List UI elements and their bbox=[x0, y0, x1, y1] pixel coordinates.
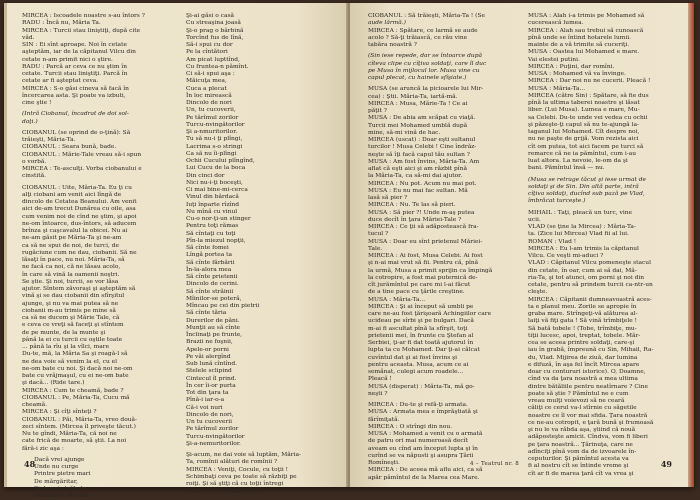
text-line: Nu te gîndi, Măria-Ta, că noi ne bbox=[22, 431, 117, 437]
text-line: tiţii lucesc, apoi, treptat, tobele. Măr- bbox=[528, 332, 641, 339]
text-line: MIRCEA : Căpitanii dumneavoastră aces- bbox=[528, 296, 652, 303]
text-line: MUSA : Armata mea e împrăştiată şi bbox=[368, 409, 478, 416]
text-line: ajunge, şi nu va mai putea să ne bbox=[22, 300, 119, 307]
text-line: Pînă-i iar-o-a bbox=[186, 397, 225, 404]
text-line: pe Musa în mijlocul lor. Musa vine cu bbox=[368, 67, 480, 74]
text-line: Mîinilor-se poteră, bbox=[186, 295, 242, 302]
text-line: tabăra noastră ? bbox=[368, 42, 417, 48]
text-line: Mîncau pe cei din pietrii bbox=[186, 303, 260, 309]
text-line: Du-te, mă, la Măria Sa şi roagă-l să bbox=[22, 351, 128, 358]
text-line: Vinul din bărdacă bbox=[186, 194, 239, 201]
text-line: Să cînte străinii bbox=[186, 288, 234, 295]
text-line: MUSA : Eu nu mai fac sultan. Mă bbox=[368, 187, 468, 194]
text-line: Un, tu cucoverii, bbox=[186, 107, 236, 114]
text-line: ROMAN : Vlad ! bbox=[528, 238, 577, 245]
text-line: ucii. bbox=[528, 216, 541, 223]
text-line: ceputurilor. Şi pămîntul acesta va bbox=[528, 456, 629, 462]
text-line: MIRCEA : Te-asculţi. Vorba ciobanului e bbox=[22, 166, 142, 172]
text-line: încercarea asta. Şi poate va izbuti, bbox=[22, 92, 126, 99]
text-line: capul plecat, cu hainele sfîşiate.) bbox=[368, 75, 467, 81]
text-line: Tot din ţara ta bbox=[186, 390, 229, 396]
text-line: MUSA : De abia am scăpat cu viaţă. bbox=[368, 115, 476, 122]
text-line: Măicuţa mea, bbox=[186, 78, 227, 85]
text-line: cine ştie ! bbox=[22, 100, 52, 106]
text-line: ne facă ca noi, că ne lăsau acolo, bbox=[22, 264, 121, 271]
text-line: din cetate, în oar, cum ai să dai, Mă- bbox=[528, 267, 637, 274]
text-line: de pe munte, de la munte şi bbox=[22, 329, 106, 336]
text-line: Să cînte fărbării bbox=[186, 259, 235, 266]
text-line: tucul ? bbox=[368, 231, 389, 238]
text-line: sa Celebi. Du-te unde vei vedea cu ochii bbox=[528, 114, 648, 121]
text-line: Turcu-nvingătorilor bbox=[186, 433, 245, 440]
text-line: cît om putea, tot aici facem pe turci să bbox=[528, 143, 644, 150]
text-line: În loc mirească bbox=[186, 92, 232, 99]
text-line: bani. Pămîntul însă — nu. bbox=[528, 165, 605, 172]
text-line: Serbiei, ţi-ar fi dat toată ajutorul în bbox=[368, 340, 474, 346]
text-line: Ca să nu îi-plîngi bbox=[186, 150, 237, 157]
text-line: Ci mai bine-mi-cerca bbox=[186, 187, 248, 193]
text-line: ria-Ta, şi tot atunci, om porni şi noi din bbox=[528, 274, 645, 281]
text-line: lasă să pier ? bbox=[368, 195, 408, 201]
text-line: MUSA (se aruncă la picioarele lui Mir- bbox=[368, 86, 484, 93]
text-line: laiţi vă fiţi gata ! Să vină trîmbiţele ! bbox=[528, 318, 638, 325]
text-line: Dincolo de cerini. bbox=[186, 281, 239, 288]
text-line: cîţiva soldaţi, ducînd sub pază pe Vlad, bbox=[528, 191, 645, 197]
text-line: MUSA : Măria-Ta... bbox=[528, 85, 586, 92]
text-line: MIRCEA : Iscoadele noastre s-au întors ? bbox=[22, 13, 145, 19]
text-line: MIRCEA : Dar noi nu ne cucerii. Pleacă ! bbox=[528, 78, 651, 85]
text-line: ciobanii m-au trimis pe mine să bbox=[22, 307, 116, 314]
text-line: ta e planul meu. Zorile se apropie în bbox=[528, 303, 637, 310]
text-line: Să bată tobele ! (Tobe, trîmbiţe, mu- bbox=[528, 325, 637, 332]
text-line: cît ar fi de marea ţară cît va vrea şi bbox=[528, 470, 634, 477]
text-line: MIRCEA : O strîngi din nou. bbox=[368, 423, 453, 430]
text-line: MIRCEA (către Sin) : Spătare, să fie dus bbox=[528, 92, 649, 99]
text-line: De mărgăritar, bbox=[34, 478, 78, 485]
book-spread bbox=[4, 3, 694, 499]
text-line: Că-i voi nuri bbox=[186, 404, 223, 411]
text-line: MIRCEA : Nu. Te las să pieri. bbox=[368, 202, 456, 209]
text-line: cleşte. bbox=[528, 289, 548, 296]
text-line: Stelele sclipind bbox=[186, 368, 232, 375]
text-line: Vilcu. Ce veşti mi-aduci ? bbox=[528, 253, 604, 259]
text-line: CIOBANUL : Mărie-Tale vreau să-i spun bbox=[22, 151, 142, 158]
text-line: poate să ştie ? Pămîntul ne e cum bbox=[528, 390, 629, 397]
text-line: cinstită. bbox=[22, 173, 47, 180]
text-line: în care să vină la oamenii noştri. bbox=[22, 271, 120, 278]
text-line: cînd va da ţara noastră a mea ultima bbox=[528, 376, 638, 383]
text-line: Cu-o nor-ţi-un stinger bbox=[186, 216, 251, 222]
text-line: MUSA : Mohamed a venit cu o armată bbox=[368, 431, 483, 437]
text-line: şi dacă... (Ride tare.) bbox=[22, 380, 85, 387]
text-line: Pe tărîmul zorilor bbox=[186, 114, 239, 121]
text-line: alţi ciobani am venit aici lîngă de bbox=[22, 191, 122, 198]
text-line: MUSA : Oastea lui Mohamed e mare. bbox=[528, 49, 640, 56]
text-line: roiţi. Şi să ştiţi că cu toţii întregi bbox=[186, 481, 284, 487]
text-line: ucideau pe sîrbi şi pe bulgari. Dacă bbox=[368, 318, 474, 325]
text-line: ta. (Zice lui Mircea) Vlad fii al lui. bbox=[528, 231, 629, 238]
text-line: fărîmiţată. bbox=[368, 416, 400, 423]
text-line: Sub lună cîntînd. bbox=[186, 361, 237, 367]
text-line: (Musa se retrage tăcut şi iese urmat de bbox=[528, 176, 646, 183]
text-line: dintre bătăliile pentru neatîrnare ? Cine bbox=[528, 383, 648, 390]
left-page-column-2 bbox=[186, 13, 336, 495]
text-line: Dincolo de nori bbox=[186, 100, 232, 106]
text-line: Ochii Cucului plîngînd, bbox=[186, 158, 255, 164]
text-line: MUSA : Mohamed vă va învinge. bbox=[528, 71, 626, 77]
page-edge bbox=[4, 3, 7, 487]
page-footer: 4 – Teatrul nr. 8 bbox=[470, 461, 520, 467]
text-line: Torcînd fus de lînă, bbox=[186, 34, 244, 41]
text-line: duce decît în ţara Măriei-Tale ? bbox=[368, 216, 462, 223]
text-line: Cintecul îl prind. bbox=[186, 375, 237, 382]
text-line: Şi-acum, ne dai voie să luptăm, Măria- bbox=[186, 452, 301, 458]
text-line: lăsaţi în pace, nu noi. Măria-Ta, să bbox=[22, 257, 125, 263]
text-line: Să cînte tăria bbox=[186, 310, 227, 317]
text-line: Printre pietre mari bbox=[34, 471, 91, 478]
text-line: turcilor ! Musa Celebi ! Cine îndrăz- bbox=[368, 144, 477, 151]
text-line: cît jurămîntul pe care mi l-ai făcut bbox=[368, 282, 471, 288]
text-line: adînciţi pînă vom da de izvoarele în- bbox=[528, 448, 637, 455]
text-line: văd. bbox=[22, 34, 35, 41]
text-line: Munţii au să cînte bbox=[186, 324, 241, 331]
text-line: lupta ta cu Mohamed. Dar ţi-ai călcat bbox=[368, 347, 480, 354]
text-line: MIRCEA : Puţini, dar romîni. bbox=[528, 63, 615, 70]
text-line: Şi-o prag o bărbină bbox=[186, 27, 244, 34]
text-line: MIRCEA : Eu l-am trimis la căpitanul bbox=[528, 245, 639, 252]
text-line: RADU : Încă nu, Măria Ta. bbox=[22, 20, 101, 27]
text-line: MIRCEA : Ai fost, Musa Celebi. Ai fost bbox=[368, 253, 483, 259]
text-line: du, Vlad. Mijirea de ziuă, dar lumina bbox=[528, 354, 638, 361]
text-line: MUSA : Măria-Ta... bbox=[368, 296, 426, 303]
text-line: cetate n-am primit nici o ştire. bbox=[22, 56, 113, 63]
text-line: MIRCEA : Şi ai început să umbli pe bbox=[368, 303, 474, 310]
text-line: (Intră Ciobanul, încadrat de doi sol- bbox=[22, 111, 129, 118]
binding-edge bbox=[688, 3, 694, 487]
text-line: Cu fruntea-n pămînt. bbox=[186, 63, 249, 70]
text-line: Dincolo de nori, bbox=[186, 411, 234, 418]
text-line: (Sin iese repede, dar se întoarce după bbox=[368, 53, 482, 60]
text-line: îmbrăcat turceşte.) bbox=[528, 198, 586, 205]
text-line: Tu să nu-i ţi plîngi, bbox=[186, 136, 243, 143]
text-line: pînă la ultima taberei noastre şi lăsat bbox=[528, 100, 640, 106]
text-line: cetate, pentru să prindem turcii ca-ntr-un bbox=[528, 282, 653, 288]
text-line: păţit ? bbox=[368, 108, 387, 114]
text-line: semănat, culegi acum roadele... bbox=[368, 369, 464, 375]
text-line: Se ştie. Şi noi, turcii, se vor lăsa bbox=[22, 278, 119, 285]
text-line: MIRCEA : S-o găsi cineva să facă în bbox=[22, 85, 129, 92]
text-line: Ta, romînii alături de romînii ? bbox=[186, 459, 278, 466]
text-line: MUSA : Să pier ?! Unde m-aş putea bbox=[368, 209, 475, 216]
text-line: Să cînte prietenii bbox=[186, 274, 238, 280]
text-line: Durerilor de păni. bbox=[186, 317, 240, 324]
text-line: Lîngă portea ta bbox=[186, 252, 232, 259]
text-line: MIRCEA : Nu pot. Acum nu mai pot. bbox=[368, 180, 477, 187]
text-line: MUSA : Alah i-a trimis pe Mohamed să bbox=[528, 13, 645, 19]
text-line: vină şi se dau ciobanii din sfîrşitul bbox=[22, 293, 125, 300]
text-line: Şi-a-nemuritorilor. bbox=[186, 440, 241, 447]
text-line: CIOBANUL : Să trăieşti, Măria-Ta ! (Se bbox=[368, 13, 485, 19]
text-line: Ci să-i spui aşa : bbox=[186, 71, 235, 77]
text-line: după ce-om cîştiga bătălia. bbox=[186, 488, 267, 495]
text-line: de a tine pace cu ţările creştine. bbox=[368, 289, 465, 296]
text-line: Dacă vrei ajunge bbox=[34, 456, 85, 463]
text-line: nu ne paşte de grijă. Vom rezista aici bbox=[528, 136, 639, 143]
text-line: pentru aceasta. Musa, acum ce ai bbox=[368, 361, 469, 368]
text-line: Iuţi înparte rîzînd bbox=[186, 201, 239, 208]
text-line: noastre ce îl vor mai sfida. Ţara noastră bbox=[528, 412, 648, 419]
text-line: ca să ne spui de noi, de turci, de bbox=[22, 242, 119, 249]
text-line: aveam eu cînd am început lupta şi în bbox=[368, 445, 478, 452]
text-line: Lacrima s-o stringi bbox=[186, 143, 243, 150]
text-line: Să-i spui cu dor bbox=[186, 42, 233, 48]
left-page-column-1 bbox=[22, 13, 172, 499]
text-line: şi nu le va răbda aşa, ştiind că nouă bbox=[528, 427, 636, 433]
text-line: pe ţara noastră... Ţărinuţa, care ne bbox=[528, 441, 633, 448]
text-line: cheamă. bbox=[22, 402, 48, 408]
text-line: Turcii mei Mohamed umblă după bbox=[368, 122, 468, 129]
text-line: Pe tărîmul zorilor bbox=[186, 426, 239, 433]
text-line: la urmă, Musa a primit sprijin ca împingă bbox=[368, 267, 493, 274]
text-line: Lui Cucu de la boca bbox=[186, 165, 246, 172]
text-line: cea) : Ştii. Măria-Ta, iartă-mă. bbox=[368, 93, 458, 100]
text-line: remarce că ne ia pămîntul, cum i-au bbox=[528, 150, 637, 157]
page-number-left: 48 bbox=[24, 459, 36, 469]
text-line: Şi de vei străbate bbox=[34, 485, 87, 492]
text-line: zeci sîntem. (Mircea îl priveşte tăcut.) bbox=[22, 423, 136, 430]
text-line: aude lărmă.) bbox=[368, 20, 406, 27]
text-line: ne-am găsit pe Măria-Ta şi ne-am bbox=[22, 235, 122, 242]
text-line: MIHAIL : Taţi, pleacă un turc, vine bbox=[528, 209, 633, 216]
text-line: MIRCEA : Ce ţii să adăpostească fra- bbox=[368, 224, 479, 230]
right-page bbox=[350, 3, 694, 487]
text-line: MIRCEA : Alah sau trebui să cunoască bbox=[528, 27, 644, 34]
right-page-column-2 bbox=[528, 13, 678, 477]
text-line: cate frică de moarte, să ştii. La noi bbox=[22, 438, 127, 445]
text-line: fără-i zic aşa : bbox=[22, 445, 64, 452]
text-line: VLAD : Căpitanul Vilcu pomeneşte stacul bbox=[528, 260, 651, 267]
text-line: MIRCEA : Veniţi, Cocule, cu toţii ! bbox=[186, 466, 288, 473]
text-line: apăr pămîntul de la Marea cea Mare. bbox=[368, 474, 480, 481]
text-line: MIRCEA : De aceea mă aflu aici, ca să bbox=[368, 467, 483, 474]
text-line: Din cinci dor bbox=[186, 172, 225, 179]
text-line: Înclinaţi pe frunte, bbox=[186, 332, 243, 338]
text-line: Brazii ne foşnii, bbox=[186, 339, 233, 346]
text-line: Cu streaşina joasă bbox=[186, 20, 241, 27]
text-line: Nu mînă cu vinul bbox=[186, 208, 238, 215]
text-line: trăieşti, Măria-Ta. bbox=[22, 137, 76, 143]
text-line: cetate ar fi aşteptat ceva. bbox=[22, 78, 99, 85]
text-line: MUSA (disperat) : Măria-Ta, mă go- bbox=[368, 383, 475, 390]
text-line: VLAD (se ţine la Mircea) : Măria-Ta- bbox=[528, 224, 636, 230]
text-line: de patru ori mai numeroasă decît bbox=[368, 438, 468, 445]
text-line: Schimbaţi ceva pe toate să răzbiţi pe bbox=[186, 473, 297, 480]
text-line: e ceva ce vreţi să faceţi şi stîntem bbox=[22, 322, 124, 329]
text-line: Tale. bbox=[368, 245, 383, 252]
right-page-column-1 bbox=[368, 13, 518, 481]
text-line: CIOBANUL : Pe, Măria-Ta, Cucu mă bbox=[22, 394, 130, 401]
text-line: adăposteşte amicii. Cîndva, vom fi liberi bbox=[528, 434, 648, 441]
text-line: ne-om întoarce, dus-întors, să aducem bbox=[22, 220, 137, 227]
text-line: o vorbă. bbox=[22, 158, 47, 165]
text-line: curînd se va năpusti şi asupra Ţării bbox=[368, 452, 474, 459]
text-line: cum venim noi de cînd ne ştim, şi apoi bbox=[22, 213, 137, 220]
text-line: mine, să-mi vină de hac. bbox=[368, 129, 441, 136]
text-line: MUSA : Doar eu sînt prietenul Măriei- bbox=[368, 238, 483, 245]
text-line: Să cînte fomei bbox=[186, 245, 229, 251]
text-line: dincolo de Cetatea Beanului. Am venit bbox=[22, 199, 137, 205]
text-line: soldaţi şi de Sin. Din altă parte, intră bbox=[528, 183, 639, 190]
text-line: vreau mulţi voievozi să ne ceară bbox=[528, 398, 625, 404]
text-line: SIN : Ei sînt aproape. Noi în cetate bbox=[22, 42, 127, 48]
text-line: MIRCEA : Turcii stau liniştiţi, după cite bbox=[22, 27, 141, 34]
text-line: Cuca a plecat bbox=[186, 85, 227, 92]
text-line: MUSA : Am fost învins, Măria-Ta. Am bbox=[368, 158, 480, 165]
text-line: cîteva clipe cu cîţiva soldaţi, care îl duc bbox=[368, 60, 487, 67]
text-line: şi păzeşte-ţi capul să nu te-ajungă la- bbox=[528, 121, 639, 128]
text-line: MIRCEA : Musa, Mărie-Ta ! Ce ai bbox=[368, 100, 468, 107]
text-line: Pîn-la miezul nopţii, bbox=[186, 237, 246, 244]
text-line: rugăciune cum ne dau, ciobanii. Să ne bbox=[22, 249, 137, 256]
text-line: luat altora. La nevoie, le-om da şi bbox=[528, 158, 628, 164]
text-line: aici de-am trecut Dunărea cu oile, asa bbox=[22, 206, 136, 213]
text-line: Vai elestei putini. bbox=[528, 56, 580, 63]
text-line: care ne-au fost ţărişoară Achingiilor care bbox=[368, 311, 492, 317]
text-line: Pe văi alergînd bbox=[186, 353, 231, 360]
text-line: Şi a-nmuritorilor. bbox=[186, 129, 238, 135]
text-line: Să cîntaţi cu toţi bbox=[186, 230, 236, 237]
page-number-right: 49 bbox=[660, 459, 672, 469]
text-line: MIRCEA : Spătare, ce larmă se aude bbox=[368, 27, 478, 34]
text-line: aflat că eşti aici şi am răzbit pînă bbox=[368, 166, 467, 172]
text-line: Pleacă ! bbox=[368, 376, 392, 383]
text-line: daţi.) bbox=[22, 118, 38, 125]
text-line: ajutor. Sîntem zăvoraşi şi aşteptăm să bbox=[22, 286, 136, 292]
text-line: CIOBANUL (se oprind de o-ţină): Să bbox=[22, 129, 131, 136]
text-line: În cer îi-or purta bbox=[186, 382, 236, 389]
text-line: cuvîntul dat şi ai fost învins şi bbox=[368, 354, 458, 361]
text-line: ... până la rîu şi la vîlci, mare bbox=[22, 344, 110, 350]
text-line: Apele-or porni bbox=[186, 346, 229, 353]
text-line: MIRCEA (uscat) : Doar eşti sultanul bbox=[368, 137, 476, 143]
text-line: neşte să îţi facă capul tău sultan ? bbox=[368, 151, 470, 158]
text-line: cea se aceea printre soldaţi, care-şi bbox=[528, 340, 635, 346]
text-line: liber. (Lui Musa). Lumea e mare, Mu- bbox=[528, 107, 640, 114]
text-line: cucerească lumea. bbox=[528, 20, 584, 27]
text-line: m-ai fi ascultat pînă la sfîrşit, toţi bbox=[368, 325, 468, 332]
text-line: Şi-ai găsi o casă bbox=[186, 13, 235, 19]
text-line: acolo ? Să-ţi trăiască, ce rău vine bbox=[368, 34, 468, 41]
text-line: graba mare. Strîngeţi-vă alăturea al- bbox=[528, 311, 638, 317]
text-line: cetate. Turcii stau liniştiţi. Parcă în bbox=[22, 71, 128, 77]
text-line: MIRCEA : Cum te cheamă, bade ? bbox=[22, 387, 124, 394]
text-line: CIOBANUL : Păi, Măria-Ta, vreo două- bbox=[22, 416, 138, 423]
text-line: la Măria-Ta, ca să-mi dai ajutor. bbox=[368, 173, 463, 180]
text-line: RADU : Parcă ar ceva ce nu ştim în bbox=[22, 63, 128, 70]
text-line: ce ne-au cotropit, e ţară bună şi frumoasă bbox=[528, 419, 654, 426]
text-line: Doauăzeci de sate bbox=[34, 493, 89, 499]
text-line: Nici nu-i-ţi boceşti, bbox=[186, 179, 243, 186]
text-line: CIOBANUL : Uite, Măria-Ta. Eu ţi cu bbox=[22, 184, 132, 191]
text-line: căliţi ce cerul va-l stîrnie cu săgetile bbox=[528, 405, 637, 412]
text-line: la cotropire, a fost mai puternică de- bbox=[368, 274, 478, 281]
text-line: CIOBANUL : Seara bună, bade. bbox=[22, 144, 117, 151]
text-line: Pe la cîntători bbox=[186, 49, 228, 56]
text-line: Turcu-nvingătorilor bbox=[186, 121, 245, 128]
text-line: Romîneşti. bbox=[368, 460, 400, 466]
text-line: Pentru toţi rămas bbox=[186, 223, 239, 230]
text-line: pînă unde se întind hotarele lumii. bbox=[528, 34, 631, 41]
text-line: aşteptăm, iar de la căpitanul Vilcu din bbox=[22, 49, 136, 56]
text-line: taganul lui Mohamed. Cît despre noi, bbox=[528, 129, 640, 135]
text-line: brînza şi caşcavalul la obicei. Nu ai bbox=[22, 228, 128, 234]
text-line: iau în grabă, împreună cu Sin, Mihail, Ra- bbox=[528, 347, 654, 354]
text-line: până la ei cu turcii cu oştile toate bbox=[22, 336, 123, 343]
text-line: prietenii mei, în frunte cu Ştefan al bbox=[368, 332, 474, 339]
text-line: e difuză, în aşa fel încît Mircea apare bbox=[528, 361, 640, 368]
text-line: doar cu contururi istorice). O, Doamne, bbox=[528, 369, 646, 375]
text-line: bate cu vrăjmaşul, cu ei ne-om bate bbox=[22, 373, 129, 379]
text-line: Am picat lupttînd, bbox=[186, 56, 240, 63]
left-page bbox=[4, 3, 348, 499]
text-line: mainte de a vă trimite să cuceriţi. bbox=[528, 42, 630, 48]
text-line: ne-om bate cu noi. Şi dacă noi ne-om bbox=[22, 365, 133, 372]
text-line: şi n-ai mai vrut să fii. Pentru că, pînă bbox=[368, 260, 479, 267]
text-line: MIRCEA : Şi cîţi sînteţi ? bbox=[22, 409, 97, 416]
text-line: ca să ne ducem şi Mărie Tale, că bbox=[22, 315, 120, 321]
text-line: ne dea voie să venim la el, cu el bbox=[22, 358, 117, 365]
text-line: MIRCEA : Du-te şi refă-ţi armata. bbox=[368, 402, 468, 408]
text-line: fi al nostru cît se întinde vreme şi bbox=[528, 463, 629, 470]
text-line: Un tu cucoverii bbox=[186, 419, 233, 425]
text-line: neşti ? bbox=[368, 390, 388, 397]
text-line: Unde nu curge bbox=[34, 464, 79, 470]
text-line: În-la-alora mea bbox=[186, 266, 232, 273]
